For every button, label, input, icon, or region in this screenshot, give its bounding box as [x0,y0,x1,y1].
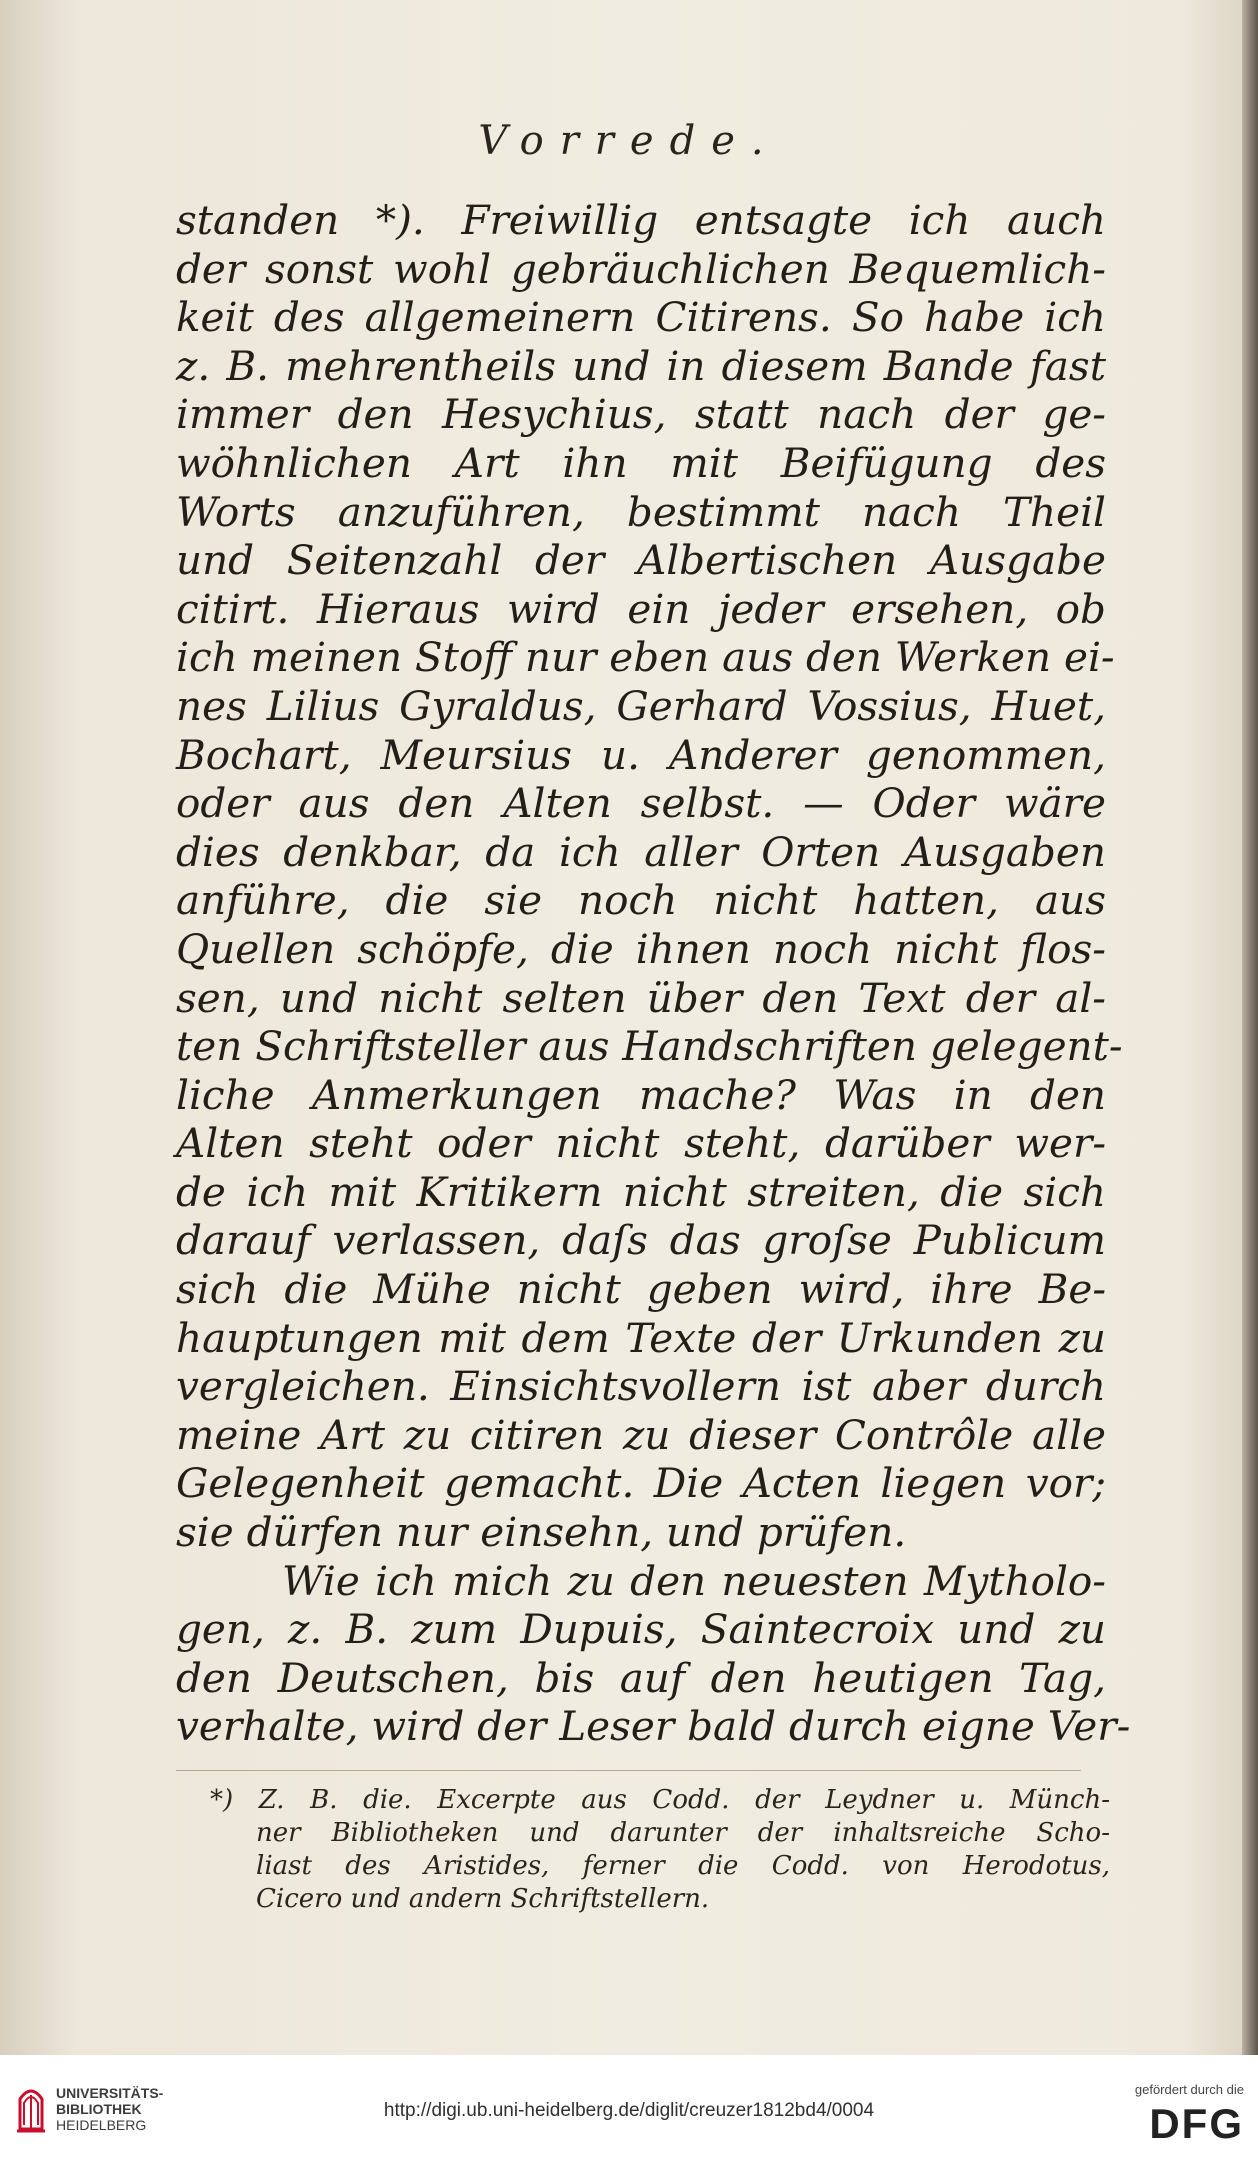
institution-line: BIBLIOTHEK [56,2101,142,2117]
text-line: Quellen schöpfe, die ihnen noch nicht flos- [176,924,1106,973]
text-line: ich meinen Stoff nur eben aus den Werken ei- [176,633,1115,682]
text-line: oder aus den Alten selbst. — Oder wäre [176,779,1106,828]
footnote-line: liast des Aristides, ferner die Codd. von Herodotus, [256,1851,1110,1881]
text-line: der sonst wohl gebräuchlichen Bequemlich- [176,244,1106,293]
text-line: Worts anzuführen, bestimmt nach Theil [176,487,1106,536]
text-line: z. B. mehrentheils und in diesem Bande fast [176,341,1106,390]
text-line: sich die Mühe nicht geben wird, ihre Be- [176,1265,1106,1314]
text-line: keit des allgemeinern Citirens. So habe ich [176,293,1106,342]
text-line: meine Art zu citiren zu dieser Contrôle alle [176,1410,1106,1459]
text-line: Gelegenheit gemacht. Die Acten liegen vor; [176,1459,1106,1508]
footnote-line: *) Z. B. die. Excerpte aus Codd. der Leydner u. Münch- [210,1785,1110,1815]
text-line: Bochart, Meursius u. Anderer genommen, [176,730,1106,779]
text-line: sie dürfen nur einsehn, und prüfen. [176,1508,907,1557]
permalink-url[interactable]: http://digi.ub.uni-heidelberg.de/diglit/creuzer1812bd4/0004 [383,2100,875,2121]
text-line: immer den Hesychius, statt nach der ge- [176,390,1106,439]
text-line: sen, und nicht selten über den Text der al- [176,973,1106,1022]
text-line: Wie ich mich zu den neuesten Mytholo- [282,1556,1106,1605]
text-line: citirt. Hieraus wird ein jeder ersehen, ob [176,584,1106,633]
text-line: wöhnlichen Art ihn mit Beifügung des [176,438,1106,487]
text-line: standen *). Freiwillig entsagte ich auch [176,196,1106,244]
text-line: darauf verlassen, daſs das groſse Publicum [176,1216,1106,1265]
text-line: verhalte, wird der Leser bald durch eigne Ver- [176,1702,1131,1751]
dfg-logo: DFG [1149,2100,1244,2147]
text-line: Alten steht oder nicht steht, darüber wer- [176,1119,1106,1168]
text-line: liche Anmerkungen mache? Was in den [176,1070,1106,1119]
text-line: und Seitenzahl der Albertischen Ausgabe [176,536,1106,585]
text-line: hauptungen mit dem Texte der Urkunden zu [176,1313,1106,1362]
institution-line: UNIVERSITÄTS- [56,2085,164,2101]
text-line: dies denkbar, da ich aller Orten Ausgaben [176,827,1106,876]
text-line: vergleichen. Einsichtsvollern ist aber durch [176,1362,1106,1411]
footnote-line: ner Bibliotheken und darunter der inhaltsreiche Scho- [256,1818,1110,1848]
funded-by-label: gefördert durch die [1134,2082,1244,2097]
text-line: den Deutschen, bis auf den heutigen Tag, [176,1653,1106,1702]
text-line: anführe, die sie noch nicht hatten, aus [176,876,1106,925]
text-line: de ich mit Kritikern nicht streiten, die sich [176,1167,1106,1216]
running-head: Vorrede. [478,118,780,164]
text-line: ten Schriftsteller aus Handschriften gelegent- [176,1022,1123,1071]
footnote-divider [176,1770,1081,1771]
footnote-line: Cicero und andern Schriftstellern. [256,1884,710,1914]
text-line: nes Lilius Gyraldus, Gerhard Vossius, Huet, [176,681,1106,730]
text-line: gen, z. B. zum Dupuis, Saintecroix und zu [176,1605,1106,1654]
page-edge-shadow [1242,0,1258,2055]
body-text [176,196,1131,1751]
footnote [210,1784,1110,1916]
institution-line: HEIDELBERG [56,2117,147,2133]
